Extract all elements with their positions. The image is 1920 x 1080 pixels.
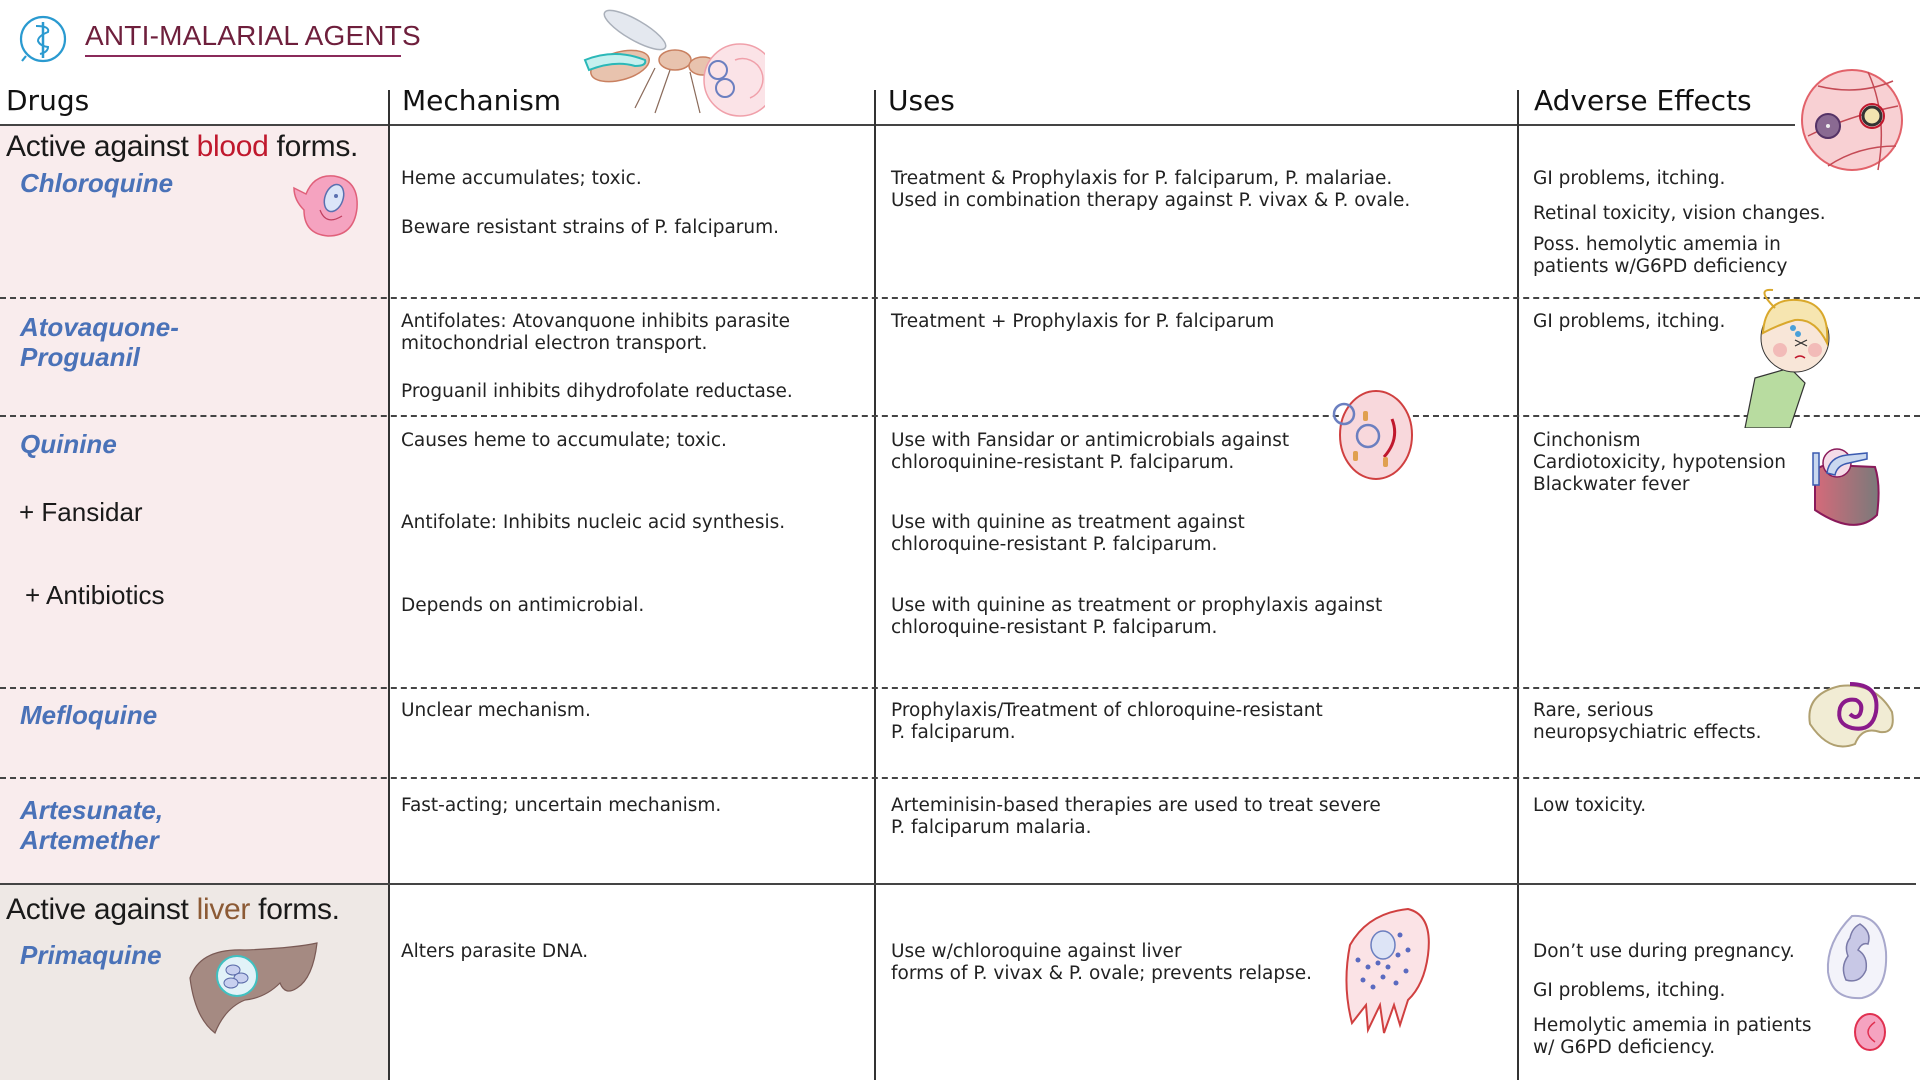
mechanism-text: Beware resistant strains of P. falciparum. bbox=[401, 217, 780, 238]
uses-text: Treatment & Prophylaxis for P. falciparum, P. malariae. bbox=[891, 168, 1393, 189]
title-underline bbox=[85, 55, 401, 57]
mechanism-text: Unclear mechanism. bbox=[401, 700, 591, 721]
drug-artesunate-artemether: Artesunate, Artemether bbox=[20, 795, 164, 855]
adverse-text: Blackwater fever bbox=[1533, 474, 1690, 495]
uses-text: Use with quinine as treatment against bbox=[891, 512, 1245, 533]
uses-text: P. falciparum malaria. bbox=[891, 817, 1092, 838]
drug-primaquine: Primaquine bbox=[20, 940, 162, 970]
uses-text: Used in combination therapy against P. vivax & P. ovale. bbox=[891, 190, 1411, 211]
liver-parasite-icon bbox=[1328, 905, 1440, 1037]
adverse-text: GI problems, itching. bbox=[1533, 980, 1726, 1001]
adverse-text: Poss. hemolytic amemia in bbox=[1533, 234, 1781, 255]
uses-text: chloroquine-resistant P. falciparum. bbox=[891, 534, 1218, 555]
uses-text: Use w/chloroquine against liver bbox=[891, 941, 1182, 962]
liver-icon bbox=[185, 938, 325, 1038]
uses-text: Prophylaxis/Treatment of chloroquine-resistant bbox=[891, 700, 1323, 721]
header-divider bbox=[0, 124, 1795, 126]
column-header-adverse-effects: Adverse Effects bbox=[1534, 84, 1752, 117]
adverse-text: Low toxicity. bbox=[1533, 795, 1647, 816]
uses-text: P. falciparum. bbox=[891, 722, 1016, 743]
section-heading-blood: Active against blood forms. bbox=[6, 130, 359, 163]
column-divider-3 bbox=[1517, 90, 1519, 1080]
column-divider-1 bbox=[388, 90, 390, 1080]
uses-text: Arteminisin-based therapies are used to treat severe bbox=[891, 795, 1381, 816]
adverse-text: Don’t use during pregnancy. bbox=[1533, 941, 1795, 962]
uses-text: forms of P. vivax & P. ovale; prevents relapse. bbox=[891, 963, 1313, 984]
adverse-text: Hemolytic amemia in patients bbox=[1533, 1015, 1812, 1036]
highlight-blood: blood bbox=[196, 130, 269, 163]
combo-fansidar: + Fansidar bbox=[19, 497, 143, 527]
uses-text: Treatment + Prophylaxis for P. falciparum bbox=[891, 311, 1275, 332]
uses-text: Use with Fansidar or antimicrobials against bbox=[891, 430, 1290, 451]
rbc-icon bbox=[1853, 1012, 1887, 1052]
mechanism-text: Antifolate: Inhibits nucleic acid synthesis. bbox=[401, 512, 786, 533]
caduceus-icon bbox=[18, 14, 68, 64]
row-divider bbox=[0, 777, 1920, 779]
uses-text: chloroquinine-resistant P. falciparum. bbox=[891, 452, 1235, 473]
fetus-icon bbox=[1822, 912, 1892, 1002]
section-divider bbox=[0, 883, 1916, 885]
column-header-mechanism: Mechanism bbox=[402, 84, 562, 117]
mechanism-text: Causes heme to accumulate; toxic. bbox=[401, 430, 727, 451]
adverse-text: Retinal toxicity, vision changes. bbox=[1533, 203, 1826, 224]
drug-quinine: Quinine bbox=[20, 429, 117, 459]
adverse-text: Cardiotoxicity, hypotension bbox=[1533, 452, 1787, 473]
combo-antibiotics: + Antibiotics bbox=[25, 580, 165, 610]
infected-cell-icon bbox=[1328, 389, 1418, 481]
uses-text: Use with quinine as treatment or prophylaxis against bbox=[891, 595, 1383, 616]
adverse-text: neuropsychiatric effects. bbox=[1533, 722, 1762, 743]
mosquito-icon bbox=[575, 8, 765, 120]
adverse-text: GI problems, itching. bbox=[1533, 311, 1726, 332]
highlight-liver: liver bbox=[196, 893, 251, 926]
retina-icon bbox=[1798, 66, 1906, 174]
adverse-text: w/ G6PD deficiency. bbox=[1533, 1037, 1716, 1058]
drug-mefloquine: Mefloquine bbox=[20, 700, 158, 730]
mechanism-text: Depends on antimicrobial. bbox=[401, 595, 645, 616]
column-header-uses: Uses bbox=[888, 84, 955, 117]
drug-chloroquine: Chloroquine bbox=[20, 168, 174, 198]
adverse-text: Rare, serious bbox=[1533, 700, 1654, 721]
mechanism-text: Proguanil inhibits dihydrofolate reductase. bbox=[401, 381, 793, 402]
drug-atovaquone-proguanil: Atovaquone- Proguanil bbox=[20, 312, 179, 372]
page-title: ANTI-MALARIAL AGENTS bbox=[85, 20, 421, 51]
cochlea-icon bbox=[1800, 674, 1900, 750]
uses-text: chloroquine-resistant P. falciparum. bbox=[891, 617, 1218, 638]
red-blood-cell-icon bbox=[284, 170, 364, 240]
column-header-drugs: Drugs bbox=[6, 84, 90, 117]
row-divider bbox=[0, 687, 1920, 689]
mechanism-text: Alters parasite DNA. bbox=[401, 941, 589, 962]
adverse-text: patients w/G6PD deficiency bbox=[1533, 256, 1788, 277]
row-divider bbox=[0, 415, 1920, 417]
adverse-text: Cinchonism bbox=[1533, 430, 1641, 451]
mechanism-text: mitochondrial electron transport. bbox=[401, 333, 708, 354]
section-heading-liver: Active against liver forms. bbox=[6, 893, 340, 926]
sick-child-icon bbox=[1735, 288, 1845, 428]
column-divider-2 bbox=[874, 90, 876, 1080]
heart-icon bbox=[1805, 445, 1885, 535]
adverse-text: GI problems, itching. bbox=[1533, 168, 1726, 189]
row-divider bbox=[0, 297, 1920, 299]
mechanism-text: Fast-acting; uncertain mechanism. bbox=[401, 795, 722, 816]
mechanism-text: Antifolates: Atovanquone inhibits parasite bbox=[401, 311, 790, 332]
mechanism-text: Heme accumulates; toxic. bbox=[401, 168, 642, 189]
